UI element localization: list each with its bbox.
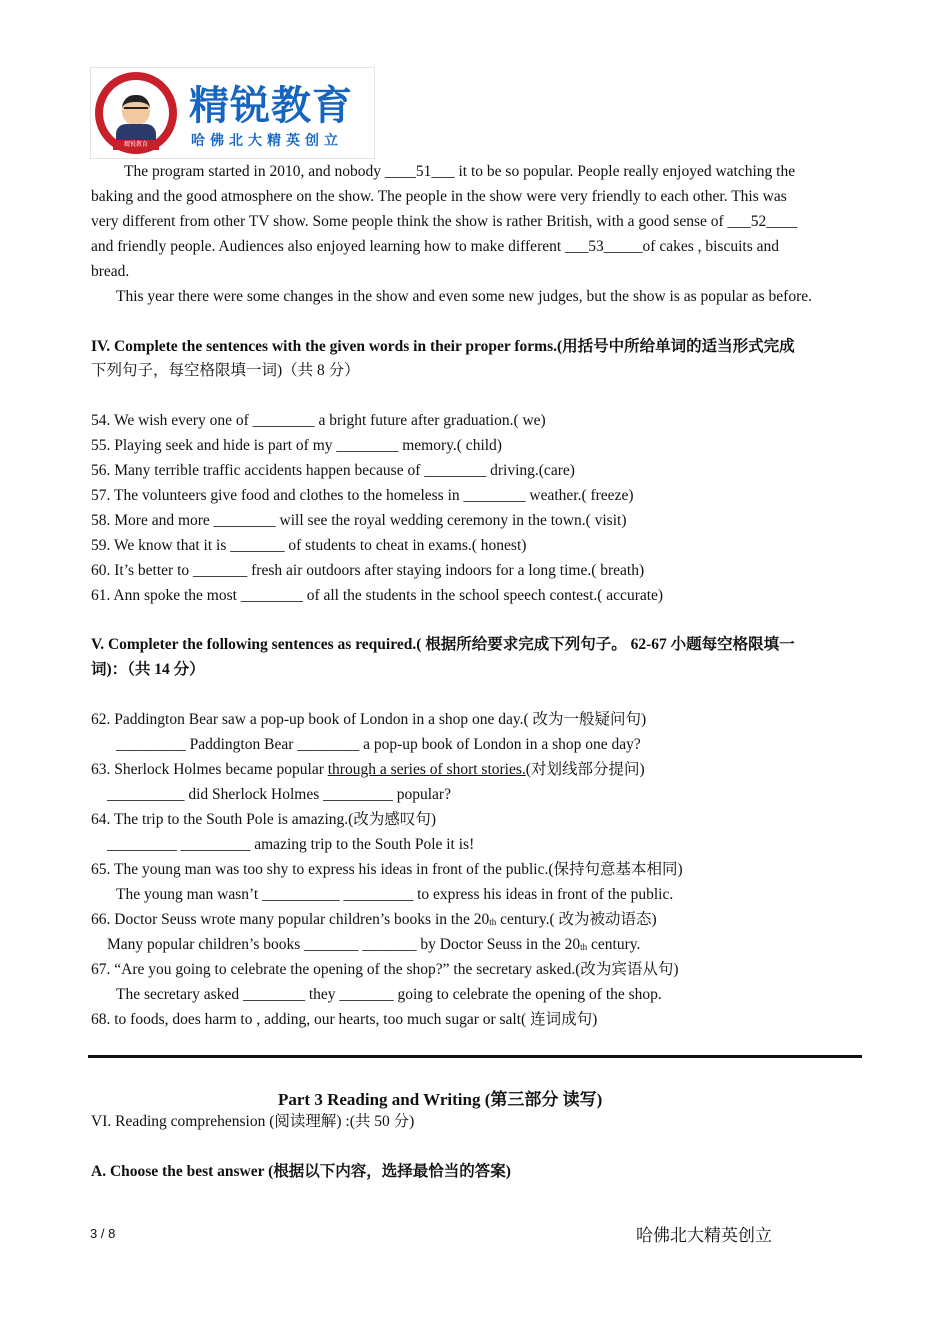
underlined-phrase: through a series of short stories. xyxy=(327,761,526,778)
section-heading-cont: 词)：（共 14 分） xyxy=(91,661,205,678)
glasses-icon xyxy=(124,107,148,115)
question-54: 54. We wish every one of ________ a bright future after graduation.( we) xyxy=(91,412,546,429)
section-divider xyxy=(88,1055,862,1058)
answer-line-67: The secretary asked ________ they _______ going to celebrate the opening of the shop. xyxy=(116,986,662,1003)
section-heading-cont: 下列句子，每空格限填一词)（共 8 分） xyxy=(91,362,360,379)
seal-emblem xyxy=(95,72,177,154)
question-64: 64. The trip to the South Pole is amazing.(改为感叹句) xyxy=(91,811,436,828)
part-title: Part 3 Reading and Writing (第三部分 读写) xyxy=(278,1090,603,1109)
question-66: 66. Doctor Seuss wrote many popular children’s books in the $20_{th}$ century.( 改为被动语态) xyxy=(91,911,657,928)
passage-line: The program started in 2010, and nobody ____51___ it to be so popular. People really enjoyed watching the xyxy=(124,163,796,180)
section-heading: V. Completer the following sentences as required.( 根据所给要求完成下列句子。 62-67 小题每空格限填一 xyxy=(91,636,795,653)
section-vi-heading: VI. Reading comprehension (阅读理解) :(共 50 分) xyxy=(91,1113,415,1130)
passage-line: baking and the good atmosphere on the show. The people in the show were very friendly to each other. This was xyxy=(91,188,787,205)
passage-line: very different from other TV show. Some people think the show is rather British, with a good sense of ___52____ xyxy=(91,213,798,230)
question-57: 57. The volunteers give food and clothes to the homeless in ________ weather.( freeze) xyxy=(91,487,634,504)
answer-line-65: The young man wasn’t __________ _________ to express his ideas in front of the public. xyxy=(116,886,674,903)
question-67: 67. “Are you going to celebrate the opening of the shop?” the secretary asked.(改为宾语从句) xyxy=(91,961,679,978)
question-63: 63. Sherlock Holmes became popular through a series of short stories.(对划线部分提问) xyxy=(91,761,645,778)
answer-line-62: _________ Paddington Bear ________ a pop-up book of London in a shop one day? xyxy=(116,736,641,753)
question-68: 68. to foods, does harm to , adding, our hearts, too much sugar or salt( 连词成句) xyxy=(91,1011,598,1028)
question-60: 60. It’s better to _______ fresh air outdoors after staying indoors for a long time.( breath) xyxy=(91,562,645,579)
question-65: 65. The young man was too shy to express his ideas in front of the public.(保持句意基本相同) xyxy=(91,861,683,878)
question-55: 55. Playing seek and hide is part of my ________ memory.( child) xyxy=(91,437,502,454)
brand-name: 精锐教育 xyxy=(189,83,353,129)
question-59: 59. We know that it is _______ of students to cheat in exams.( honest) xyxy=(91,537,527,554)
question-62: 62. Paddington Bear saw a pop-up book of London in a shop one day.( 改为一般疑问句) xyxy=(91,711,647,728)
brand-slogan: 哈佛北大精英创立 xyxy=(191,133,343,149)
question-56: 56. Many terrible traffic accidents happen because of ________ driving.(care) xyxy=(91,462,575,479)
answer-line-63: __________ did Sherlock Holmes _________ popular? xyxy=(107,786,451,803)
section-a-heading: A. Choose the best answer (根据以下内容，选择最恰当的答案) xyxy=(91,1163,511,1180)
footer-slogan: 哈佛北大精英创立 xyxy=(636,1226,772,1246)
brand-logo xyxy=(90,67,375,159)
answer-line-64: _________ _________ amazing trip to the South Pole it is! xyxy=(107,836,475,853)
page-number: 3 / 8 xyxy=(90,1226,116,1241)
answer-line-66: Many popular children’s books _______ _______ by Doctor Seuss in the $20_{th}$ century. xyxy=(107,936,641,953)
passage-line: bread. xyxy=(91,263,130,280)
passage-line: and friendly people. Audiences also enjoyed learning how to make different ___53_____of cakes , biscuits and xyxy=(91,238,779,255)
section-heading: IV. Complete the sentences with the given words in their proper forms.(用括号中所给单词的适当形式完成 xyxy=(91,338,795,355)
passage-line: This year there were some changes in the show and even some new judges, but the show is as popular as before. xyxy=(116,288,813,305)
question-61: 61. Ann spoke the most ________ of all the students in the school speech contest.( accurate) xyxy=(91,587,664,604)
question-58: 58. More and more ________ will see the royal wedding ceremony in the town.( visit) xyxy=(91,512,627,529)
seal-tag: 精锐教育 xyxy=(113,140,159,150)
